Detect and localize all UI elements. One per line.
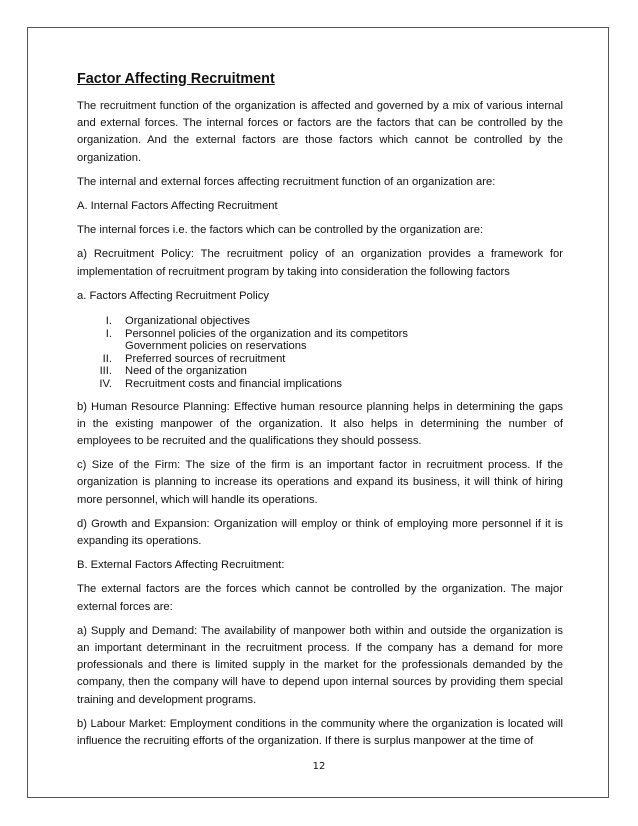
list-item — [77, 378, 563, 391]
list-text: Organizational objectives — [125, 315, 250, 328]
policy-factors-list — [77, 315, 563, 391]
page-number: 12 — [312, 761, 326, 772]
paragraph-intro: The recruitment function of the organization is affected and governed by a mix of various internal and external forces. The internal forces or factors are the factors that can be controlled by the organization. And the external factors are those factors which cannot be controlled by the organization. — [77, 100, 563, 164]
heading-external-factors: B. External Factors Affecting Recruitment: — [77, 559, 285, 572]
paragraph-labour-market: b) Labour Market: Employment conditions in the community where the organization is located will influence the recruiting efforts of the organization. If there is surplus manpower at the time of — [77, 717, 563, 748]
list-number: II. — [102, 352, 112, 365]
list-item — [77, 328, 563, 341]
paragraph-growth: d) Growth and Expansion: Organization will employ or think of employing more personnel if it is expanding its operations. — [77, 517, 563, 548]
document-title: Factor Affecting Recruitment — [77, 71, 275, 87]
paragraph-recruitment-policy: a) Recruitment Policy: The recruitment policy of an organization provides a framework for implementation of recruitment program by taking into consideration the following factors — [77, 248, 563, 278]
list-item — [77, 340, 563, 353]
list-text: Government policies on reservations — [125, 340, 307, 353]
list-item — [77, 365, 563, 378]
list-item — [77, 353, 563, 366]
list-number: I. — [105, 315, 112, 328]
list-number: IV. — [99, 378, 112, 390]
heading-policy-factors: a. Factors Affecting Recruitment Policy — [77, 289, 269, 302]
paragraph-forces: The internal and external forces affecting recruitment function of an organization are: — [77, 175, 496, 188]
paragraph-internal-forces: The internal forces i.e. the factors which can be controlled by the organization are: — [77, 224, 484, 237]
document-body — [77, 70, 563, 757]
paragraph-supply-demand: a) Supply and Demand: The availability of manpower both within and outside the organization is an important determinant in the recruitment process. If the company has a demand for more professionals and there is limited supply in the market for the professionals demanded by the company, then the company will have to depend upon internal sources by providing them special training and development programs. — [77, 624, 563, 706]
list-text: Preferred sources of recruitment — [125, 352, 286, 365]
paragraph-firm-size: c) Size of the Firm: The size of the firm is an important factor in recruitment process. If the organization is planning to increase its operations and expand its business, it will think of hiring more personnel, which will handle its operations. — [77, 459, 563, 506]
heading-internal-factors: A. Internal Factors Affecting Recruitment — [77, 200, 278, 213]
list-number: I. — [105, 327, 112, 340]
list-text: Need of the organization — [125, 365, 247, 378]
list-text: Personnel policies of the organization and its competitors — [125, 327, 408, 340]
paragraph-hr-planning: b) Human Resource Planning: Effective human resource planning helps in determining the gaps in the existing manpower of the organization. It also helps in determining the number of employees to be recruited and the qualifications they should possess. — [77, 400, 563, 447]
list-text: Recruitment costs and financial implications — [125, 378, 343, 390]
list-number: III. — [99, 365, 112, 378]
list-item — [77, 315, 563, 328]
list-number — [77, 340, 125, 353]
paragraph-external-forces: The external factors are the forces which cannot be controlled by the organization. The major external forces are: — [77, 583, 563, 613]
